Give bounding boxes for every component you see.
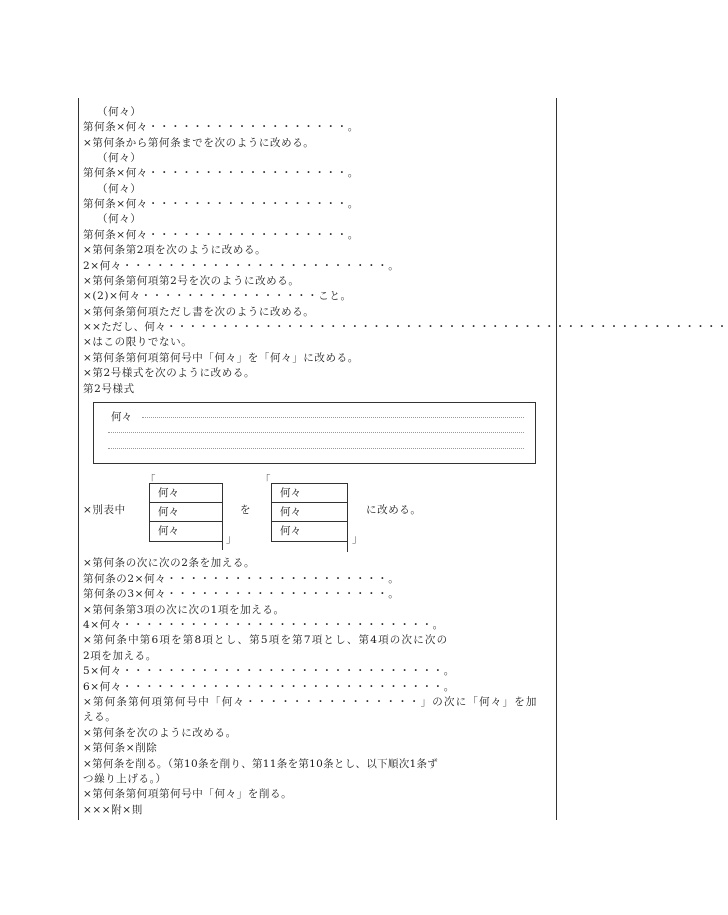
old-table-cell: 何々 [150,484,222,503]
item-line: ×(2)×何々・・・・・・・・・・・・・・・・こと。 [83,290,352,302]
fill-line [108,432,524,433]
proviso-line: ×はこの限りでない。 [83,336,193,348]
new-table-stub [347,539,348,552]
amendment-instruction: ×第何条第2項を次のように改める。 [83,244,267,256]
new-table [271,483,348,542]
paragraph-line: 4×何々・・・・・・・・・・・・・・・・・・・・・・・・・・・・。 [83,619,444,631]
article-line: 第何条×何々・・・・・・・・・・・・・・・・・・。 [83,229,359,241]
new-table-cell: 何々 [272,503,347,522]
new-table-cell: 何々 [272,484,347,503]
old-table [149,483,223,542]
heading-caption: （何々） [97,152,142,164]
amendment-instruction: ×第何条第何項第何号中「何々・・・・・・・・・・・・・・・」の次に「何々」を加 [83,696,538,708]
connector: を [240,504,252,516]
open-bracket: 「 [260,474,271,486]
heading-caption: （何々） [97,213,142,225]
paragraph-line: 5×何々・・・・・・・・・・・・・・・・・・・・・・・・・・・・・。 [83,665,455,677]
paragraph-line: 2×何々・・・・・・・・・・・・・・・・・・・・・・・・。 [83,260,400,272]
amendment-instruction: ×第何条を次のように改める。 [83,727,237,739]
fill-line [108,448,524,449]
article-line: 第何条の3×何々・・・・・・・・・・・・・・・・・・・・。 [83,588,400,600]
amendment-instruction-cont: 2項を加える。 [83,650,157,662]
amendment-instruction: ×第何条中第6項を第8項とし、第5項を第7項とし、第4項の次に次の [83,634,449,646]
table-change-label: ×別表中 [83,504,126,516]
article-line: ×第何条×削除 [83,742,158,754]
old-table-stub [222,539,223,550]
right-margin-line [556,98,557,820]
article-line: 第何条×何々・・・・・・・・・・・・・・・・・・。 [83,198,359,210]
amendment-instruction: ×第何条第何項ただし書を次のように改める。 [83,306,315,318]
fill-line [142,417,524,418]
amendment-instruction: ×第何条第何項第何号中「何々」を「何々」に改める。 [83,352,359,364]
supplementary-provisions-heading: ×××附×則 [83,804,143,816]
article-line: 第何条×何々・・・・・・・・・・・・・・・・・・。 [83,167,359,179]
amendment-instruction: ×第何条第何項第2号を次のように改める。 [83,275,300,287]
old-table-cell: 何々 [158,525,179,537]
paragraph-line: 6×何々・・・・・・・・・・・・・・・・・・・・・・・・・・・・・。 [83,681,455,693]
amendment-instruction: ×第何条第何項第何号中「何々」を削る。 [83,788,293,800]
article-line: 第何条の2×何々・・・・・・・・・・・・・・・・・・・・。 [83,573,400,585]
form-box [93,402,536,464]
table-change-suffix: に改める。 [366,504,422,516]
proviso-line: ××ただし、何々・・・・・・・・・・・・・・・・・・・・・・・・・・・・・・・・・・・・・・・・・・・・・・・・・・・・ [83,321,728,333]
heading-caption: （何々） [97,183,142,195]
left-margin-line [78,98,79,820]
close-bracket: 」 [352,533,363,545]
amendment-instruction-cont: つ繰り上げる。） [83,773,167,785]
amendment-instruction: ×第何条の次に次の2条を加える。 [83,557,256,569]
amendment-instruction: ×第何条第3項の次に次の1項を加える。 [83,604,285,616]
form-title: 第2号様式 [83,383,135,395]
amendment-instruction: ×第2号様式を次のように改める。 [83,367,256,379]
article-line: 第何条×何々・・・・・・・・・・・・・・・・・・。 [83,121,359,133]
amendment-instruction: ×第何条を削る。（第10条を削り、第11条を第10条とし、以下順次1条ず [83,758,439,770]
old-table-cell: 何々 [150,503,222,522]
amendment-instruction: ×第何条から第何条までを次のように改める。 [83,137,315,149]
amendment-instruction-cont: える。 [83,711,117,723]
new-table-cell: 何々 [280,525,301,537]
heading-caption: （何々） [97,106,142,118]
form-label: 何々 [111,411,132,423]
open-bracket: 「 [145,474,156,486]
close-bracket: 」 [226,533,237,545]
